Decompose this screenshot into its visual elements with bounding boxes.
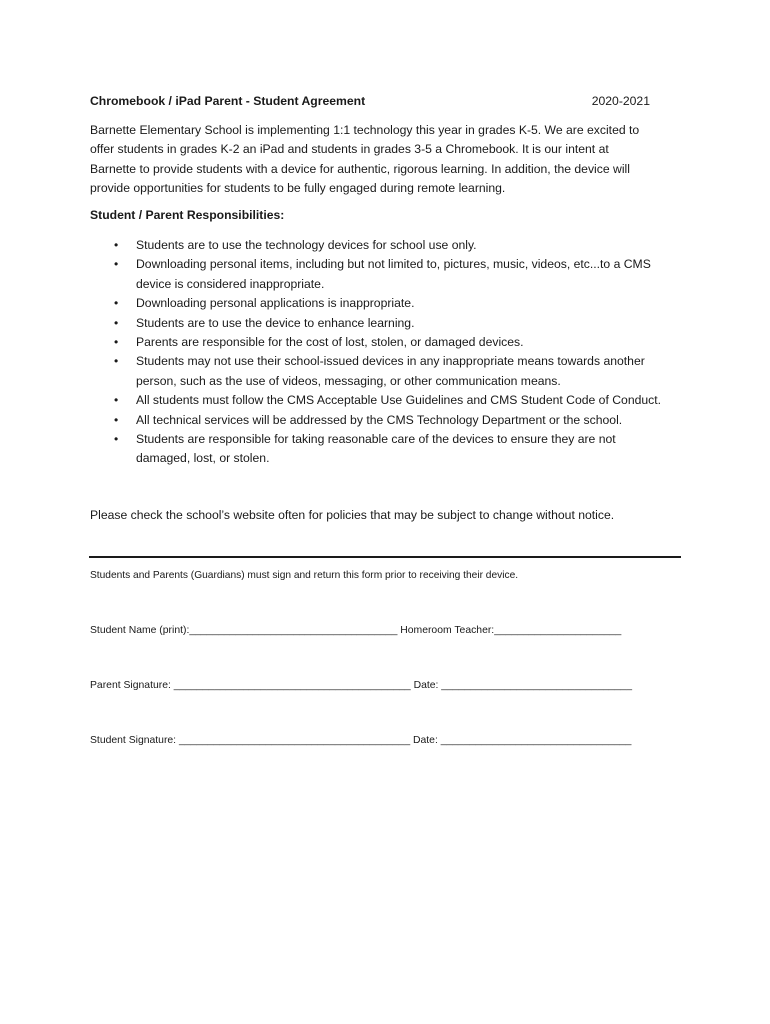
document-title: Chromebook / iPad Parent - Student Agreement: [90, 94, 366, 108]
bullet-icon: •: [114, 412, 119, 427]
bullet-icon: •: [114, 315, 119, 330]
intro-line: provide opportunities for students to be fully engaged during remote learning.: [90, 181, 506, 196]
list-item-text: Downloading personal items, including but not limited to, pictures, music, videos, etc...to a CMS: [136, 257, 651, 272]
list-item-text: All technical services will be addressed by the CMS Technology Department or the school.: [136, 412, 623, 427]
intro-line: Barnette to provide students with a device for authentic, rigorous learning. In addition, the device will: [90, 161, 630, 176]
bullet-icon: •: [114, 432, 119, 447]
bullet-icon: •: [114, 257, 119, 272]
list-item: [90, 430, 690, 469]
list-item-text: Students are to use the device to enhance learning.: [136, 315, 415, 330]
list-item-text: device is considered inappropriate.: [136, 276, 325, 291]
intro-paragraph: [90, 121, 680, 199]
list-item: [90, 314, 690, 333]
bullet-icon: •: [114, 393, 119, 408]
list-item: [90, 236, 690, 255]
list-item-text: damaged, lost, or stolen.: [136, 451, 270, 466]
responsibilities-heading: Student / Parent Responsibilities:: [90, 208, 285, 222]
intro-line: Barnette Elementary School is implementing 1:1 technology this year in grades K-5. We are excited to: [90, 123, 640, 137]
list-item: [90, 333, 690, 352]
bullet-icon: •: [114, 238, 119, 252]
list-item-text: Students are responsible for taking reasonable care of the devices to ensure they are not: [136, 432, 616, 447]
list-item-text: Parents are responsible for the cost of lost, stolen, or damaged devices.: [136, 335, 524, 350]
list-item: [90, 391, 690, 410]
responsibilities-list: [90, 236, 690, 469]
list-item-text: person, such as the use of videos, messaging, or other communication means.: [136, 373, 561, 388]
school-year: 2020-2021: [591, 94, 650, 108]
bullet-icon: •: [114, 335, 119, 350]
document-header: [90, 94, 650, 112]
bullet-icon: •: [114, 296, 119, 311]
list-item-text: Students are to use the technology devices for school use only.: [136, 238, 477, 252]
intro-line: offer students in grades K-2 an iPad and students in grades 3-5 a Chromebook. It is our intent at: [90, 142, 609, 157]
parent-signature-field[interactable]: Parent Signature: _________________________________________ Date: _________________________________: [90, 680, 632, 691]
list-item: [90, 352, 690, 391]
website-policy-note: Please check the school’s website often for policies that may be subject to change without notice.: [90, 508, 615, 522]
list-item-text: Downloading personal applications is inappropriate.: [136, 296, 415, 311]
list-item: [90, 411, 690, 430]
list-item-text: Students may not use their school-issued devices in any inappropriate means towards another: [136, 354, 645, 369]
signature-instructions: Students and Parents (Guardians) must sign and return this form prior to receiving their device.: [90, 570, 519, 581]
list-item: [90, 255, 690, 294]
section-divider: [89, 556, 681, 558]
list-item-text: All students must follow the CMS Acceptable Use Guidelines and CMS Student Code of Conduct.: [136, 393, 662, 408]
student-signature-field[interactable]: Student Signature: ________________________________________ Date: _________________________________: [90, 735, 632, 746]
bullet-icon: •: [114, 354, 119, 369]
list-item: [90, 294, 690, 313]
student-name-field[interactable]: Student Name (print):____________________________________ Homeroom Teacher:______________________: [90, 625, 622, 636]
